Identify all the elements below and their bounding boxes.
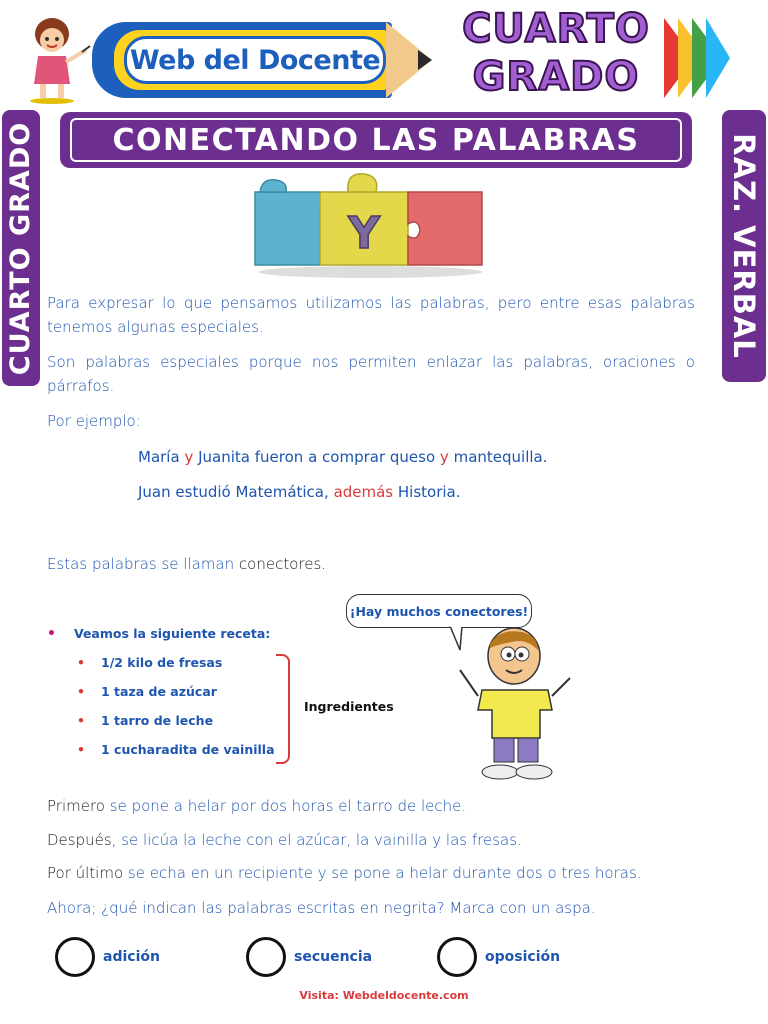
step-1 bbox=[47, 797, 466, 815]
step-2-connector: Después, bbox=[47, 831, 117, 849]
step-3-text: se echa en un recipiente y se pone a helar durante dos o tres horas. bbox=[127, 864, 642, 882]
list-item bbox=[77, 713, 213, 728]
ingredient-label: 1 tarro de leche bbox=[101, 713, 214, 728]
option-secuencia-label: secuencia bbox=[294, 949, 373, 965]
bullet-icon: • bbox=[47, 626, 56, 642]
boy-illustration bbox=[452, 626, 582, 786]
bullet-icon: • bbox=[77, 684, 85, 699]
side-tab-left-label-wrap bbox=[2, 110, 40, 386]
example-2-conn: además bbox=[333, 483, 394, 501]
intro-paragraph-2: Son palabras especiales porque nos permiten enlazar las palabras, oraciones o párrafos. bbox=[47, 353, 695, 395]
pencil-lead bbox=[418, 50, 432, 70]
step-1-connector: Primero bbox=[47, 797, 105, 815]
example-2-a: Juan estudió Matemática, bbox=[138, 483, 329, 501]
example-1-conn-1: y bbox=[184, 448, 194, 466]
ingredients-label: Ingredientes bbox=[304, 699, 394, 714]
option-adicion-label: adición bbox=[103, 949, 160, 965]
footer-link[interactable]: Visita: Webdeldocente.com bbox=[299, 989, 469, 1002]
example-2 bbox=[138, 483, 461, 501]
list-item bbox=[77, 655, 222, 670]
example-1-a: María bbox=[138, 448, 180, 466]
ingredient-label: 1 taza de azúcar bbox=[101, 684, 217, 699]
example-1-e: mantequilla. bbox=[453, 448, 548, 466]
connectors-sentence bbox=[47, 555, 326, 573]
recipe-intro bbox=[47, 626, 270, 642]
list-item bbox=[77, 742, 275, 757]
step-3 bbox=[47, 864, 642, 882]
bullet-icon: • bbox=[77, 655, 85, 670]
connectors-word: conectores. bbox=[238, 555, 327, 573]
ingredient-label: 1/2 kilo de fresas bbox=[101, 655, 223, 670]
example-1 bbox=[138, 448, 548, 466]
option-oposicion-label: oposición bbox=[485, 949, 561, 965]
step-2 bbox=[47, 831, 522, 849]
option-secuencia-checkbox[interactable] bbox=[246, 937, 286, 977]
page-title: CONECTANDO LAS PALABRAS bbox=[70, 118, 682, 162]
grade-line-1: CUARTO bbox=[462, 6, 650, 52]
step-3-connector: Por último bbox=[47, 864, 124, 882]
bullet-icon: • bbox=[77, 713, 85, 728]
recipe-intro-text: Veamos la siguiente receta: bbox=[73, 626, 271, 641]
intro-paragraph-1: Para expresar lo que pensamos utilizamos las palabras, pero entre esas palabras tenemos algunas especiales. bbox=[47, 294, 695, 336]
option-adicion-checkbox[interactable] bbox=[55, 937, 95, 977]
side-tab-left-label: CUARTO GRADO bbox=[5, 121, 37, 375]
example-2-c: Historia. bbox=[397, 483, 461, 501]
example-1-conn-2: y bbox=[439, 448, 449, 466]
connectors-text: Estas palabras se llaman bbox=[47, 555, 235, 573]
example-1-c: Juanita fueron a comprar queso bbox=[198, 448, 436, 466]
bullet-icon: • bbox=[77, 742, 85, 757]
option-oposicion-checkbox[interactable] bbox=[437, 937, 477, 977]
grade-line-2: GRADO bbox=[472, 54, 640, 100]
question-text: Ahora; ¿qué indican las palabras escritas en negrita? Marca con un aspa. bbox=[47, 899, 596, 917]
step-1-text: se pone a helar por dos horas el tarro de leche. bbox=[109, 797, 467, 815]
side-tab-right-label: RAZ. VERBAL bbox=[727, 133, 761, 359]
speech-bubble: ¡Hay muchos conectores! bbox=[346, 594, 532, 628]
brace-icon bbox=[276, 654, 290, 764]
site-logo: Web del Docente bbox=[124, 36, 386, 84]
list-item bbox=[77, 684, 217, 699]
step-2-text: se licúa la leche con el azúcar, la vainilla y las fresas. bbox=[121, 831, 522, 849]
title-banner bbox=[60, 112, 692, 168]
ingredient-label: 1 cucharadita de vainilla bbox=[101, 742, 275, 757]
puzzle-pieces-image bbox=[250, 170, 490, 280]
side-tab-right-label-wrap bbox=[722, 110, 766, 382]
intro-paragraph-3: Por ejemplo: bbox=[47, 412, 141, 430]
chevron-icon bbox=[706, 18, 730, 98]
puzzle-letter: Y bbox=[348, 208, 380, 259]
teacher-illustration bbox=[20, 14, 92, 104]
